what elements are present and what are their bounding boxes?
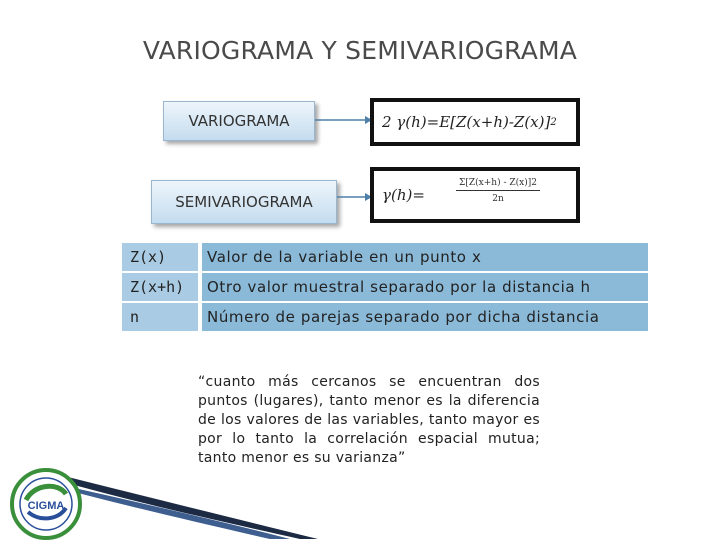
semivariograma-label: SEMIVARIOGRAMA (175, 193, 313, 211)
definition-row (122, 273, 648, 301)
definition-description: Número de parejas separado por dicha distancia (202, 303, 648, 331)
definition-row (122, 243, 648, 271)
semivariograma-formula (370, 167, 580, 223)
variograma-formula-exponent: 2 (550, 116, 557, 128)
quote-text: “cuanto más cercanos se encuentran dos puntos (lugares), tanto menor es la diferencia de los valores de las variables, tanto mayor es por lo tanto la correlación espacial mutua; tanto menor es su varianza” (198, 374, 540, 466)
variograma-label: VARIOGRAMA (188, 112, 290, 130)
definition-symbol: Z(x) (122, 243, 198, 271)
variograma-formula (370, 98, 580, 146)
slide-title: VARIOGRAMA Y SEMIVARIOGRAMA (142, 36, 578, 65)
arrow-variograma-icon (315, 114, 373, 126)
variograma-formula-text: 2 γ(h)=E[Z(x+h)-Z(x)] (382, 113, 551, 131)
logo-text: CIGMA (27, 500, 65, 512)
fraction-numerator: Σ[Z(x+h) - Z(x)]2 (456, 178, 540, 191)
cigma-logo-icon (4, 460, 88, 540)
definition-symbol: n (122, 303, 198, 331)
definition-description: Valor de la variable en un punto x (202, 243, 648, 271)
semivariograma-formula-lhs: γ(h)= (382, 186, 425, 204)
semivariograma-box (151, 180, 337, 224)
definition-row (122, 303, 648, 331)
definition-symbol: Z(x+h) (122, 273, 198, 301)
semivariograma-fraction (456, 178, 540, 204)
definition-description: Otro valor muestral separado por la distancia h (202, 273, 648, 301)
fraction-denominator: 2n (492, 194, 504, 204)
arrow-semivariograma-icon (337, 191, 373, 203)
definitions-table (122, 243, 648, 331)
variograma-box (163, 101, 315, 141)
